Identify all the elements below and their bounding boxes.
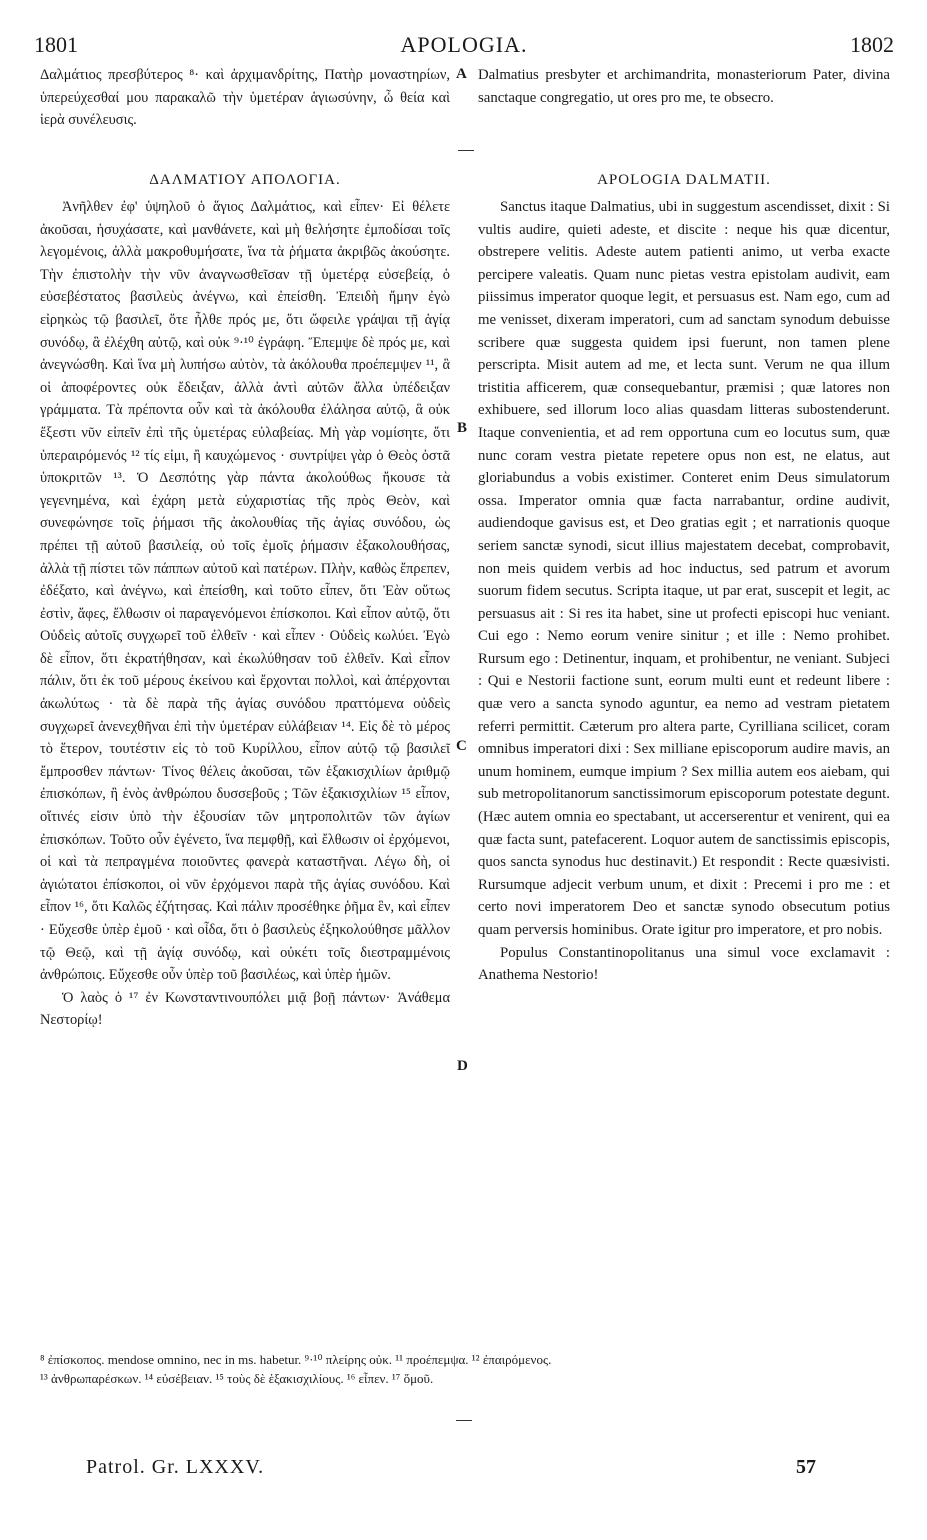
signature-number: 57 — [796, 1456, 816, 1478]
latin-paragraph-1: Sanctus itaque Dalmatius, ubi in suggestum ascendisset, dixit : Si vultis audire, quieti adeste, et discite : neque his quæ dicentur, obstrepere velitis. Adeste autem patienti animo, ut verba exacte percipere valeatis. Quam nunc pietas vestra epistolam audivit, eam piissimus imperator quoque legit, et persuasus est. Nam ego, cum ad me venisset, dixeram imperatori, cum ad sanctam synodum debuisse scribere quæ suggesta quidem ipsi fuerunt, non tamen plene perscripta. Misit autem ad me, et lecta sunt. Verum ne qua illum tristitia afficerem, quæ consequebantur, præmisi ; quæ latores non exhibuere, sed illorum loco alias quasdam litteras subostenderunt. Itaque convenientia, et ad rem opportuna cum eo locutus sum, quæ nunc coram vestra pietate repetere opus non est, ne elatus, aut gloriabundus a vobis existimer. Conteret enim Deus simulatorum ossa. Imperator omnia quæ facta narrabantur, ordine audivit, audiendoque gavisus est, et Deo gratias egit ; et narrationis quoque seriem sanctæ synodi, sicut illius majestatem decebat, comprobavit, non meis quidem verbis ad hoc inductus, sed patrum et avorum suorum fidem secutus. Scripta itaque, ut par erat, suscepit et legit, ac persuasus ait : Si res ita habet, sine ut profecti episcopi huc veniant. Cui ego : Nemo eorum venire sinitur ; et ille : Nemo prohibet. Rursum ego : Detinentur, inquam, et prohibentur, ne veniant. Subjeci : Qui e Nestorii factione sunt, eorum multi eunt et redeunt libere : quæ vero a sancta synodo aguntur, ea nemo ad vestram pietatem referri permittit. Cæterum pro altera parte, Cyrilliana scilicet, coram omnibus imperatori dixi : Sex milliane episcoporum audire mavis, an unum hominem, eumque impium ? Sex millia autem eos aiebam, qui sub metropolitanorum sanctissimorum episcoporum potestate degunt. (Hæc autem omnia eo spectabant, ut accerserentur et venirent, qui ea quæ facta sunt, patefacerent. Loquor autem de sanctissimis episcopis, quos sancta synodus huc destinavit.) Et respondit : Recte quæsivisti. Rursumque adjecit verbum unum, et dixit : Precemi i pro me : et certo novi imperatorem Deo et sanctæ synodo obsecutum potius quam perversis hominibus. Orate igitur pro imperatore, et pro nobis. — [478, 199, 890, 938]
margin-marker-d: D — [457, 1058, 468, 1074]
greek-column — [40, 196, 450, 1032]
footnotes-line-2: ¹³ ἀνθρωπαρέσκων. ¹⁴ εὐσέβειαν. ¹⁵ τοὺς δὲ ἑξακισχιλίους. ¹⁶ εἶπεν. ¹⁷ ὅμοῦ. — [40, 1371, 434, 1386]
greek-paragraph-1: Ἀνῆλθεν ἐφ' ὑψηλοῦ ὁ ἅγιος Δαλμάτιος, καὶ εἶπεν· Εἰ θέλετε ἀκοῦσαι, ἡσυχάσατε, καὶ μανθάνετε, καὶ μὴ θελήσητε ἐμποδίσαι τοῖς λεγομένοις, ἀλλὰ μακροθυμήσατε, ἵνα τὰ ῥήματα ἀκριβῶς ἀκούσητε. Τὴν ἐπιστολὴν τὴν νῦν ἀναγνωσθεῖσαν τῇ ὑμετέρᾳ εὐσεβείᾳ, ὁ εὐσεβέστατος βασιλεὺς ἀνέγνω, καὶ ἐπείσθη. Ἐπειδὴ ἤμην ἐγὼ εἰρηκὼς τῷ βασιλεῖ, ὅτε ἦλθε πρός με, ὅτι ὤφειλε γράψαι τῇ ἁγίᾳ συνόδῳ, ἃ ἐλέχθη αὐτῷ, καὶ οὐκ ⁹·¹⁰ ἐγράφη. Ἔπεμψε δὲ πρός με, καὶ ἀνεγνώσθη. Καὶ ἵνα μὴ λυπήσω αὐτὸν, τὰ ἀκόλουθα προέπεμψεν ¹¹, ἃ οἱ ἀποφέροντες οὐκ ἔδειξαν, ἀλλὰ ἀντὶ αὐτῶν ἄλλα ὑπέδειξαν γράμματα. Τὰ πρέποντα οὖν καὶ τὰ ἀκόλουθα ἐλάλησα αὐτῷ, ἃ οὐκ ἔξεστι νῦν εἰπεῖν ἐπὶ τῆς ὑμετέρας εὐλαβείας. Μὴ γὰρ νομίσητε, ὅτι ὑπεραιρόμενός ¹² τίς εἰμι, ἢ καυχώμενος · συντρίψει γὰρ ὁ Θεὸς ὀστᾶ ὑποκριτῶν ¹³. Ὁ Δεσπότης γὰρ πάντα ἀκολούθως ἤκουσε τὰ γεγενημένα, καὶ ἐχάρη μετὰ εὐχαριστίας τῆς πρὸς Θεὸν, καὶ συνεφώνησε τοῖς ῥήμασι τῆς ἀκολουθίας τῆς ἁγίας συνόδου, ὡς πρέπει τῇ αὐτοῦ βασιλείᾳ, οὐ τοῖς ἐμοῖς ῥήμασιν ἐξακολουθήσας, ἀλλὰ τῇ πίστει τῶν πάππων αὐτοῦ καὶ πατέρων. Πλὴν, καθὼς ἔπρεπεν, ἐδέξατο, καὶ ἀνέγνω, καὶ ἐπείσθη, καὶ τοῦτο εἶπεν, ὅτι Ἐὰν οὕτως ἐστὶν, ἄφες, ἔλθωσιν οἱ παραγενόμενοι ἐπίσκοποι. Καὶ εἶπον αὐτῷ, ὅτι Οὐδεὶς αὐτοῖς συγχωρεῖ τοῦ ἐλθεῖν · καὶ εἶπεν · Οὐδεὶς κωλύει. Ἐγὼ δὲ εἶπον, ὅτι ἐκρατήθησαν, καὶ ἐκωλύθησαν τοῦ ἐλθεῖν. Καὶ εἶπον πάλιν, ὅτι ἐκ τοῦ μέρους ἐκείνου καὶ ἔρχονται πολλοὶ, καὶ ἀπέρχονται ἀκωλύτως · τὰ δὲ παρὰ τῆς ἁγίας συνόδου πραττόμενα οὐδεὶς συγχωρεῖ ἀνενεχθῆναι ἐπὶ τὴν ὑμετέραν εὐλάβειαν ¹⁴. Εἰς δὲ τὸ μέρος τὸ ἕτερον, τουτέστιν εἰς τὸ τοῦ Κυρίλλου, εἶπον αὐτῷ τῷ βασιλεῖ ἔμπροσθεν πάντων· Τίνος θέλεις ἀκοῦσαι, τῶν ἑξακισχιλίων ἀριθμῷ ἐπισκόπων, ἢ ἑνὸς ἀνθρώπου δυσσεβοῦς ; Τῶν ἑξακισχιλίων ¹⁵ εἶπον, οἵτινές εἰσιν ὑπὸ τὴν ἐξουσίαν τῶν μητροπολιτῶν τῶν ἁγίων ἐπισκόπων. Τοῦτο οὖν ἐγένετο, ἵνα πεμφθῇ, καὶ ἔλθωσιν οἱ ἐρχόμενοι, οἱ καὶ τὰ πεπραγμένα ποιοῦντες φανερὰ καταστῆναι. Λέγω δὴ, οἱ ἁγιώτατοι ἐπίσκοποι, οἱ νῦν ἐρχόμενοι παρὰ τῆς ἁγίας συνόδου. Καὶ εἶπον ¹⁶, ὅτι Καλῶς ἐζήτησας. Καὶ πάλιν προσέθηκε ῥῆμα ἓν, καὶ εἶπεν · Εὔχεσθε ὑπὲρ ἐμοῦ · καὶ οἶδα, ὅτι ὁ βασιλεὺς ἐξηκολούθησε μᾶλλον τῷ Θεῷ, καὶ τῇ ἁγίᾳ συνόδῳ, καὶ οὐκέτι τοῖς διεστραμμένοις ἀνθρώποις. Εὔχεσθε οὖν ὑπὲρ τοῦ βασιλέως, καὶ ὑπὲρ ἡμῶν. — [40, 199, 450, 984]
latin-section-title: APOLOGIA DALMATII. — [597, 172, 771, 188]
running-title: APOLOGIA. — [400, 32, 528, 57]
footnotes-line-1: ⁸ ἐπίσκοπος. mendose omnino, nec in ms. habetur. ⁹·¹⁰ πλείρης οὐκ. ¹¹ προέπεμψα. ¹² ἐπαιρόμενος. — [40, 1352, 552, 1367]
column-number-right: 1802 — [850, 32, 894, 57]
latin-column — [478, 196, 890, 987]
latin-salutation — [478, 64, 890, 109]
volume-signature: Patrol. Gr. LXXXV. — [86, 1456, 265, 1478]
page-footer — [86, 1456, 816, 1484]
greek-paragraph-2: Ὁ λαὸς ὁ ¹⁷ ἐν Κωνσταντινουπόλει μιᾷ βοῇ πάντων· Ἀνάθεμα Νεστορίῳ! — [40, 989, 450, 1029]
footnotes — [40, 1350, 890, 1388]
column-number-left: 1801 — [34, 32, 78, 57]
greek-salutation — [40, 64, 450, 132]
margin-marker-c: C — [456, 738, 467, 754]
greek-salutation-text: Δαλμάτιος πρεσβύτερος ⁸· καὶ ἀρχιμανδρίτης, Πατὴρ μοναστηρίων, ὑπερεύχεσθαί μου παρακαλῶ τὴν ὑμετέραν ἁγιωσύνην, ὦ θεία καὶ ἱερὰ συνέλευσις. — [40, 67, 450, 129]
margin-marker-b: B — [457, 420, 468, 436]
separator-rule-top — [458, 150, 474, 151]
greek-section-title: ΔΑΛΜΑΤΙΟΥ ΑΠΟΛΟΓΙΑ. — [149, 172, 341, 188]
latin-paragraph-2: Populus Constantinopolitanus una simul voce exclamavit : Anathema Nestorio! — [478, 944, 890, 984]
margin-marker-a: A — [456, 66, 467, 82]
separator-rule-bottom — [456, 1420, 472, 1421]
latin-salutation-text: Dalmatius presbyter et archimandrita, monasteriorum Pater, divina sanctaque congregatio, ut ores pro me, te obsecro. — [478, 67, 890, 106]
running-header — [34, 32, 894, 58]
